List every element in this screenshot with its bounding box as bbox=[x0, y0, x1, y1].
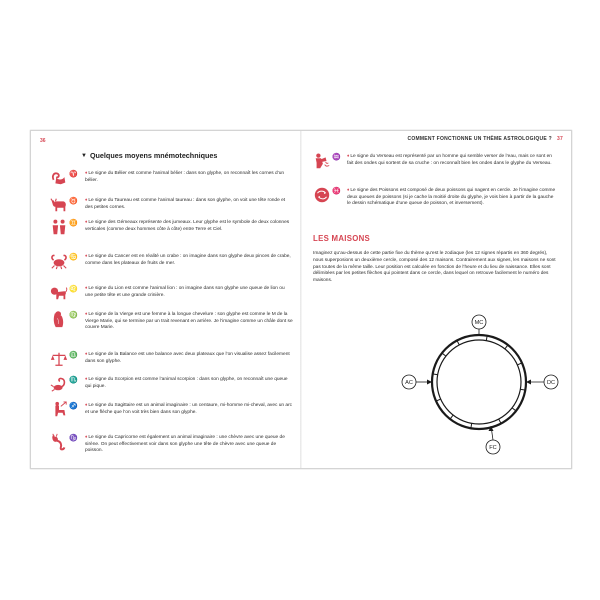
page-number-right: 37 bbox=[556, 136, 563, 142]
capricorn-goat-icon bbox=[50, 433, 68, 451]
diamond-bullet-icon: ♦ bbox=[85, 285, 88, 290]
sagittarius-centaur-icon bbox=[50, 401, 68, 419]
cancer-crab-icon bbox=[50, 252, 68, 270]
ac-label: AC bbox=[405, 380, 413, 386]
dc-marker bbox=[544, 375, 558, 389]
left-page bbox=[31, 131, 301, 468]
mc-label: MC bbox=[474, 320, 484, 326]
cancer-glyph: ♋ bbox=[69, 254, 78, 261]
aquarius-glyph: ♒ bbox=[332, 154, 341, 161]
dc-label: DC bbox=[546, 380, 556, 386]
entry-text-taurus: Le signe du Taureau est comme l’animal taureau : dans son glyphe, on voit une tête ronde et des petites cornes. bbox=[85, 198, 286, 210]
libra-scales-icon bbox=[50, 350, 68, 368]
diamond-bullet-icon: ♦ bbox=[85, 253, 88, 258]
diamond-bullet-icon: ♦ bbox=[85, 170, 88, 175]
scorpio-scorpion-icon bbox=[50, 375, 68, 393]
house-divider-tick bbox=[505, 345, 508, 349]
diamond-bullet-icon: ♦ bbox=[85, 197, 88, 202]
entry-text-virgo: Le signe de la Vierge est une femme à la longue chevelure : son glyphe est comme le M de la Vierge Marie, qui se termine par un trait revenant en arrière. Je l’imagine comme un châle dont se couvre Marie. bbox=[85, 312, 293, 331]
scorpio-glyph: ♏ bbox=[69, 377, 78, 384]
diamond-bullet-icon: ♦ bbox=[85, 351, 88, 356]
right-page bbox=[301, 131, 571, 468]
wheel-rings bbox=[432, 335, 526, 429]
diamond-bullet-icon: ♦ bbox=[85, 402, 88, 407]
libra-glyph: ♎ bbox=[69, 352, 78, 359]
entry-text-gemini: Le signe des Gémeaux représente des jumeaux. Leur glyphe est le symbole de deux colonnes verticales (comme deux hommes côte à côte) entre Terre et Ciel. bbox=[85, 220, 290, 232]
entry-text-capricorn: Le signe du Capricorne est également un animal imaginaire : une chèvre avec une queue de sirène. On peut effectivement voir dans son glyphe une tête de chèvre avec une queue de poisson. bbox=[85, 435, 285, 454]
sagittarius-glyph: ♐ bbox=[69, 403, 78, 410]
entry-text-leo: Le signe du Lion est comme l’animal lion : on imagine dans son glyphe une queue de lion ou une petite tête et une grande crinière. bbox=[85, 286, 285, 298]
diamond-bullet-icon: ♦ bbox=[85, 311, 88, 316]
house-divider-tick bbox=[512, 408, 516, 411]
diamond-bullet-icon: ♦ bbox=[347, 153, 350, 158]
taurus-glyph: ♉ bbox=[69, 198, 78, 205]
house-divider-tick bbox=[442, 353, 446, 356]
diamond-bullet-icon: ♦ bbox=[85, 219, 88, 224]
leo-glyph: ♌ bbox=[69, 286, 78, 293]
leo-lion-icon bbox=[50, 284, 68, 302]
house-divider-tick bbox=[450, 415, 453, 419]
entry-text-libra: Le signe de la Balance est une balance avec deux plateaux que l’on visualise assez facilement dans son glyphe. bbox=[85, 352, 290, 364]
capricorn-glyph: ♑ bbox=[69, 435, 78, 442]
gemini-twins-icon bbox=[50, 218, 68, 236]
triangle-down-icon: ▼ bbox=[81, 152, 87, 159]
entry-text-aquarius: Le signe du Verseau est représenté par un homme qui semble verser de l’eau, mais ce sont en fait des ondes qui sortent de sa cruche : on reconnaît bien les ondes dans le glyphe du Verseau. bbox=[347, 154, 552, 166]
section-heading-maisons: LES MAISONS bbox=[313, 234, 371, 243]
mc-marker bbox=[472, 315, 486, 329]
page-number-left: 36 bbox=[40, 138, 46, 144]
section-title bbox=[81, 151, 217, 160]
house-dividers bbox=[433, 336, 526, 429]
entry-text-scorpio: Le signe du Scorpion est comme l’animal scorpion : dans son glyphe, on reconnaît une queue qui pique. bbox=[85, 377, 288, 389]
book-spread bbox=[30, 130, 572, 469]
fc-label: FC bbox=[489, 445, 497, 451]
running-head-title: COMMENT FONCTIONNE UN THÈME ASTROLOGIQUE ? bbox=[407, 136, 552, 142]
diamond-bullet-icon: ♦ bbox=[347, 187, 350, 192]
houses-wheel-diagram bbox=[301, 131, 571, 468]
entry-text-cancer: Le signe du Cancer est en réalité un crabe : on imagine dans son glyphe deux pinces de crabe, comme dans les plateaux de fruits de mer. bbox=[85, 254, 291, 266]
entry-text-aries: Le signe du Bélier est comme l’animal bélier : dans son glyphe, on reconnaît les cornes d’un bélier. bbox=[85, 171, 285, 183]
virgo-glyph: ♍ bbox=[69, 312, 78, 319]
pisces-glyph: ♓ bbox=[332, 188, 341, 195]
diamond-bullet-icon: ♦ bbox=[85, 434, 88, 439]
section-title-text: Quelques moyens mnémotechniques bbox=[89, 151, 218, 160]
maisons-paragraph: Imaginez qu’au-dessus de cette partie fixe du thème qu’est le zodiaque (les 12 signes répartis en 360 degrés), nous superposions un deuxième cercle, composé des 12 maisons. Contrairement aux signes, les maisons ne sont pas toutes de la même taille. Leur position est calculée en fonction de l’heure et du lieu de naissance. Elles sont délimitées par les petites flèches qui pointent dans ce cercle, dans lequel on retrouve facilement le numéro des maisons. bbox=[313, 251, 556, 284]
entry-text-sagittarius: Le signe du Sagittaire est un animal imaginaire : un centaure, mi-homme mi-cheval, avec un arc et une flèche que l’on voit très bien dans son glyphe. bbox=[85, 403, 293, 415]
ac-marker bbox=[402, 375, 416, 389]
aries-glyph: ♈ bbox=[69, 171, 78, 178]
house-divider-tick bbox=[457, 341, 459, 345]
entry-text-pisces: Le signe des Poissons est composé de deux poissons qui nagent en cercle. Je l’imagine comme deux queues de poissons (si je cache la moitié droite du glyphe, je vois bien à partir de la gauche le dessin schématique d’une queue de poisson, et inversement). bbox=[347, 188, 556, 207]
house-divider-tick bbox=[499, 419, 501, 423]
gemini-glyph: ♊ bbox=[69, 220, 78, 227]
aries-ram-icon bbox=[50, 169, 68, 187]
taurus-bull-icon bbox=[50, 196, 68, 214]
fc-marker bbox=[486, 440, 500, 454]
virgo-woman-icon bbox=[50, 310, 68, 328]
diamond-bullet-icon: ♦ bbox=[85, 376, 88, 381]
